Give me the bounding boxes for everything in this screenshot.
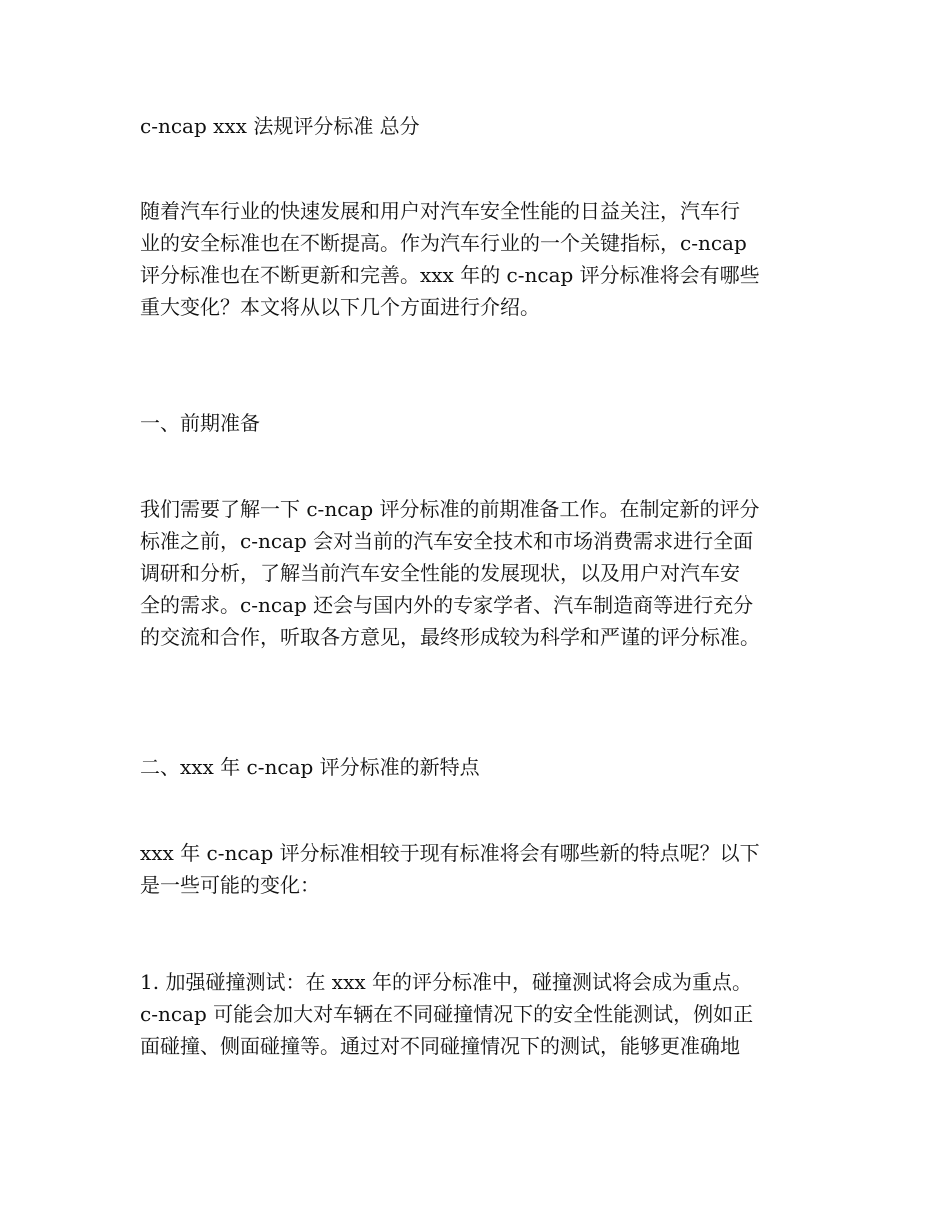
text-line: 重大变化？本文将从以下几个方面进行介绍。 [140, 295, 540, 319]
text-line: 是一些可能的变化： [140, 873, 320, 897]
text-line: 面碰撞、侧面碰撞等。通过对不同碰撞情况下的测试，能够更准确地 [140, 1034, 740, 1058]
text-line: c-ncap 可能会加大对车辆在不同碰撞情况下的安全性能测试，例如正 [140, 1002, 754, 1026]
text-line: 全的需求。c-ncap 还会与国内外的专家学者、汽车制造商等进行充分 [140, 593, 754, 617]
preparation-paragraph [140, 493, 840, 653]
text-line: 评分标准也在不断更新和完善。xxx 年的 c-ncap 评分标准将会有哪些 [140, 263, 760, 287]
new-features-paragraph [140, 837, 840, 901]
text-line: 的交流和合作，听取各方意见，最终形成较为科学和严谨的评分标准。 [140, 625, 760, 649]
text-line: 1. 加强碰撞测试：在 xxx 年的评分标准中，碰撞测试将会成为重点。 [140, 970, 752, 994]
title-line: c-ncap xxx 法规评分标准 总分 [140, 114, 420, 138]
heading-line: 二、xxx 年 c-ncap 评分标准的新特点 [140, 755, 480, 779]
text-line: 标准之前，c-ncap 会对当前的汽车安全技术和市场消费需求进行全面 [140, 529, 754, 553]
text-line: 调研和分析，了解当前汽车安全性能的发展现状，以及用户对汽车安 [140, 561, 740, 585]
list-item-collision-test [140, 966, 840, 1062]
intro-paragraph [140, 195, 840, 323]
text-line: 我们需要了解一下 c-ncap 评分标准的前期准备工作。在制定新的评分 [140, 497, 760, 521]
section-heading-preparation [140, 407, 840, 439]
text-line: xxx 年 c-ncap 评分标准相较于现有标准将会有哪些新的特点呢？以下 [140, 841, 760, 865]
heading-line: 一、前期准备 [140, 411, 260, 435]
text-line: 业的安全标准也在不断提高。作为汽车行业的一个关键指标，c-ncap [140, 231, 747, 255]
document-title [140, 110, 840, 142]
section-heading-new-features [140, 751, 840, 783]
text-line: 随着汽车行业的快速发展和用户对汽车安全性能的日益关注，汽车行 [140, 199, 740, 223]
